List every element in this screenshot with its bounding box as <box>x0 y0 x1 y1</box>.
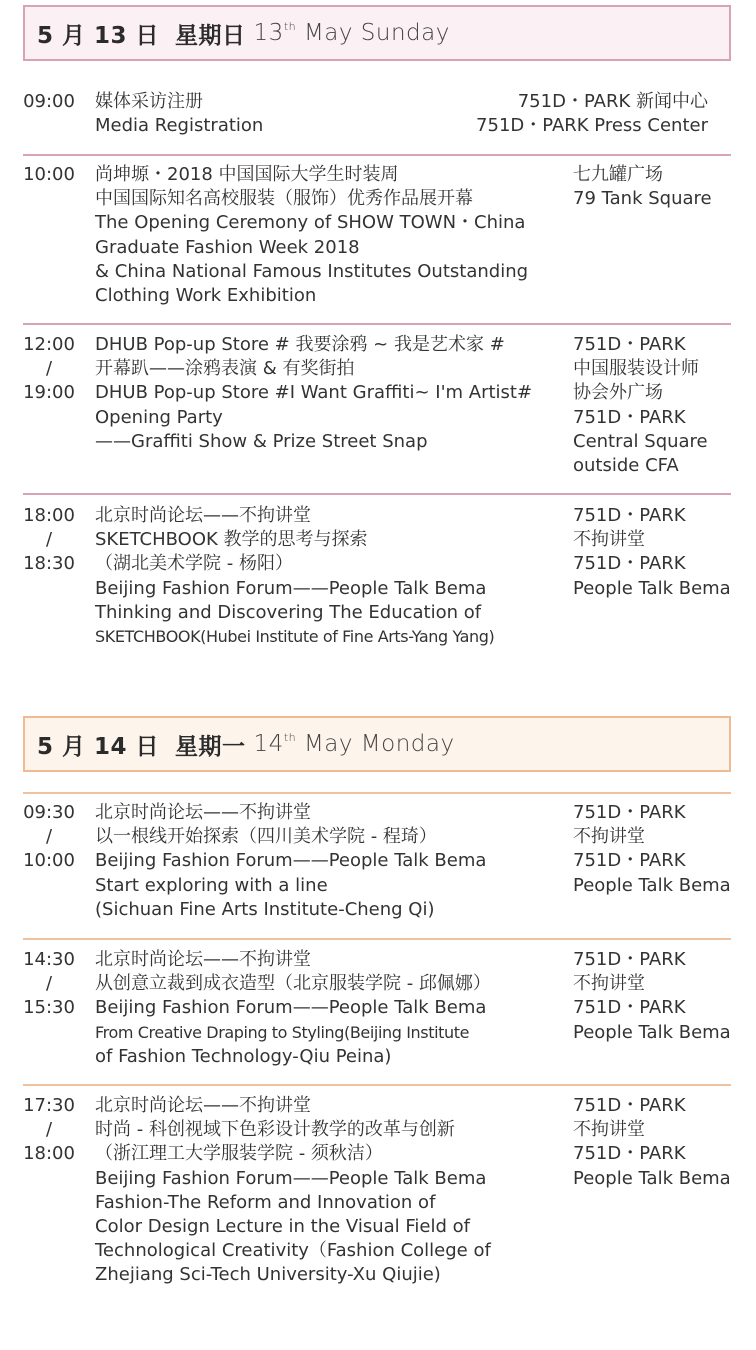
description-line: Thinking and Discovering The Education of <box>95 601 482 623</box>
entry-venue <box>573 163 712 211</box>
entry-divider <box>23 792 731 794</box>
description-line: DHUB Pop-up Store # 我要涂鸦 ~ 我是艺术家 # <box>95 334 505 355</box>
time-line: / <box>45 826 53 848</box>
time-line: / <box>45 529 53 551</box>
venue-line: 751D・PARK Press Center <box>476 115 708 137</box>
time-line: 10:00 <box>23 164 75 185</box>
entry-venue <box>573 948 731 1045</box>
description-line: Opening Party <box>95 406 223 428</box>
description-line: Start exploring with a line <box>95 874 328 896</box>
entry-description <box>95 1094 565 1288</box>
venue-line: People Talk Bema <box>573 874 731 896</box>
time-line: 10:00 <box>23 850 75 872</box>
date-cn: 5 月 13 日 星期日 <box>37 22 246 49</box>
entry-description <box>95 504 565 649</box>
entry-time <box>23 163 75 187</box>
time-line: 17:30 <box>23 1095 75 1116</box>
description-line: DHUB Pop-up Store #I Want Graffiti~ I'm Artist# <box>95 382 533 404</box>
entry-divider <box>23 154 731 156</box>
entry-venue <box>573 333 708 478</box>
venue-line: People Talk Bema <box>573 1167 731 1189</box>
description-line: （湖北美术学院 - 杨阳） <box>95 553 293 575</box>
description-line: of Fashion Technology-Qiu Peina) <box>95 1045 392 1067</box>
time-line: / <box>45 1119 53 1141</box>
date-cn: 5 月 14 日 星期一 <box>37 733 246 760</box>
description-line: 开幕趴——涂鸦表演 & 有奖街拍 <box>95 358 355 380</box>
venue-line: 中国服装设计师 <box>573 358 699 380</box>
venue-line: 751D・PARK <box>573 1143 686 1165</box>
time-line: 18:00 <box>23 505 75 526</box>
venue-line: People Talk Bema <box>573 1021 731 1043</box>
description-line: (Sichuan Fine Arts Institute-Cheng Qi) <box>95 898 435 920</box>
time-line: 14:30 <box>23 949 75 970</box>
description-line: Beijing Fashion Forum——People Talk Bema <box>95 850 487 872</box>
time-line: 15:30 <box>23 997 75 1019</box>
description-line: （浙江理工大学服装学院 - 须秋洁） <box>95 1143 383 1165</box>
venue-line: 不拘讲堂 <box>573 973 645 995</box>
date-en: 13th May Sunday <box>253 20 450 46</box>
venue-line: outside CFA <box>573 455 679 477</box>
entry-divider <box>23 323 731 325</box>
venue-line: 七九罐广场 <box>573 164 663 185</box>
description-line: SKETCHBOOK(Hubei Institute of Fine Arts-Yang Yang) <box>95 627 495 647</box>
venue-line: 不拘讲堂 <box>573 529 645 551</box>
venue-line: 协会外广场 <box>573 382 663 404</box>
time-line: 18:00 <box>23 1143 75 1165</box>
description-line: 中国国际知名高校服装（服饰）优秀作品展开幕 <box>95 188 473 210</box>
description-line: Fashion-The Reform and Innovation of <box>95 1191 436 1213</box>
description-line: Media Registration <box>95 115 264 137</box>
entry-description <box>95 163 565 308</box>
entry-venue <box>573 801 731 898</box>
description-line: 北京时尚论坛——不拘讲堂 <box>95 949 311 970</box>
venue-line: 751D・PARK <box>573 850 686 872</box>
venue-line: 751D・PARK <box>573 505 686 526</box>
day-header-may-14 <box>23 716 731 772</box>
entry-description <box>95 333 565 454</box>
description-line: Beijing Fashion Forum——People Talk Bema <box>95 577 487 599</box>
entry-venue <box>476 90 708 138</box>
entry-description <box>95 801 565 922</box>
venue-line: 751D・PARK <box>573 949 686 970</box>
description-line: Clothing Work Exhibition <box>95 285 317 307</box>
entry-time <box>23 90 75 114</box>
description-line: Beijing Fashion Forum——People Talk Bema <box>95 1167 487 1189</box>
day-header-may-13 <box>23 5 731 61</box>
time-line: 12:00 <box>23 334 75 355</box>
venue-line: 不拘讲堂 <box>573 826 645 848</box>
description-line: Beijing Fashion Forum——People Talk Bema <box>95 997 487 1019</box>
entry-time <box>23 801 75 874</box>
description-line: 媒体采访注册 <box>95 91 203 112</box>
time-line: / <box>45 973 53 995</box>
description-line: Color Design Lecture in the Visual Field of <box>95 1216 471 1238</box>
time-line: / <box>45 358 53 380</box>
description-line: SKETCHBOOK 教学的思考与探索 <box>95 529 368 551</box>
description-line: 北京时尚论坛——不拘讲堂 <box>95 802 311 823</box>
description-line: 北京时尚论坛——不拘讲堂 <box>95 505 311 526</box>
entry-venue <box>573 1094 731 1191</box>
entry-time <box>23 1094 75 1167</box>
venue-line: 751D・PARK <box>573 334 686 355</box>
venue-line: 79 Tank Square <box>573 188 712 210</box>
entry-divider <box>23 938 731 940</box>
description-line: ——Graffiti Show & Prize Street Snap <box>95 430 428 452</box>
venue-line: People Talk Bema <box>573 577 731 599</box>
entry-divider <box>23 1084 731 1086</box>
venue-line: 751D・PARK 新闻中心 <box>517 91 708 112</box>
time-line: 19:00 <box>23 382 75 404</box>
entry-venue <box>573 504 731 601</box>
description-line: Graduate Fashion Week 2018 <box>95 236 360 258</box>
description-line: The Opening Ceremony of SHOW TOWN・China <box>95 212 526 234</box>
venue-line: 751D・PARK <box>573 997 686 1019</box>
venue-line: 751D・PARK <box>573 1095 686 1116</box>
description-line: & China National Famous Institutes Outstanding <box>95 260 529 282</box>
time-line: 18:30 <box>23 553 75 575</box>
venue-line: 751D・PARK <box>573 802 686 823</box>
description-line: 从创意立裁到成衣造型（北京服装学院 - 邱佩娜） <box>95 973 491 995</box>
description-line: Zhejiang Sci-Tech University-Xu Qiujie) <box>95 1264 441 1286</box>
description-line: From Creative Draping to Styling(Beijing Institute <box>95 1022 470 1042</box>
description-line: 以一根线开始探索（四川美术学院 - 程琦） <box>95 826 437 848</box>
description-line: 北京时尚论坛——不拘讲堂 <box>95 1095 311 1116</box>
description-line: Technological Creativity（Fashion College of <box>95 1240 491 1262</box>
entry-divider <box>23 493 731 495</box>
time-line: 09:30 <box>23 802 75 823</box>
entry-time <box>23 948 75 1021</box>
time-line: 09:00 <box>23 91 75 112</box>
description-line: 尚坤塬・2018 中国国际大学生时装周 <box>95 164 399 185</box>
venue-line: 751D・PARK <box>573 406 686 428</box>
description-line: 时尚 - 科创视域下色彩设计教学的改革与创新 <box>95 1119 455 1141</box>
venue-line: Central Square <box>573 430 708 452</box>
entry-description <box>95 948 565 1069</box>
venue-line: 751D・PARK <box>573 553 686 575</box>
date-en: 14th May Monday <box>253 731 455 757</box>
venue-line: 不拘讲堂 <box>573 1119 645 1141</box>
entry-time <box>23 333 75 406</box>
entry-time <box>23 504 75 577</box>
